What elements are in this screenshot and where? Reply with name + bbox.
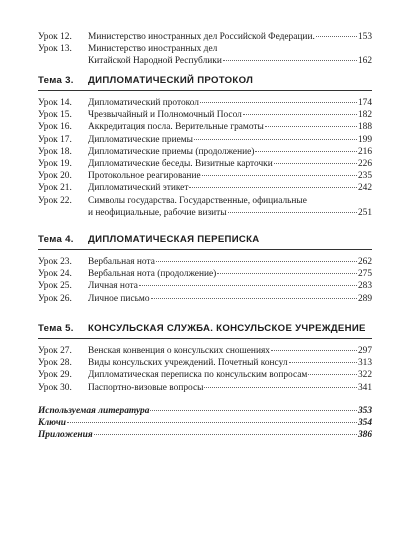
toc-entry	[38, 369, 372, 381]
page-number: 199	[357, 134, 372, 145]
lessons-theme-5	[38, 345, 372, 394]
lesson-title: Протокольное реагирование	[88, 171, 201, 182]
lesson-number: Урок 22.	[38, 195, 72, 206]
toc-entry	[38, 345, 372, 357]
lesson-number: Урок 20.	[38, 171, 72, 182]
back-matter-title: Приложения	[38, 430, 93, 441]
lesson-number: Урок 12.	[38, 32, 72, 42]
page-number: 386	[357, 430, 372, 441]
lesson-title: Дипломатические приемы	[88, 134, 193, 145]
page-number: 297	[357, 346, 372, 356]
theme-label: Тема 5.	[38, 323, 74, 334]
lesson-title: Чрезвычайный и Полномочный Посол	[88, 110, 242, 121]
lessons-top	[38, 31, 372, 68]
toc-entry	[38, 293, 372, 305]
toc-entry	[38, 158, 372, 170]
lesson-title: Вербальная нота (продолжение)	[88, 269, 217, 280]
toc-entry	[38, 109, 372, 121]
page-number: 174	[357, 98, 372, 108]
back-matter	[38, 405, 372, 442]
toc-entry	[38, 31, 372, 43]
page-number: 153	[357, 32, 372, 42]
theme-3-heading	[38, 75, 372, 86]
page-number: 275	[357, 269, 372, 280]
toc-entry	[38, 170, 372, 182]
theme-title: ДИПЛОМАТИЧЕСКИЙ ПРОТОКОЛ	[88, 75, 254, 86]
theme-title: ДИПЛОМАТИЧЕСКАЯ ПЕРЕПИСКА	[88, 234, 260, 245]
divider	[38, 249, 372, 250]
lesson-number: Урок 15.	[38, 110, 72, 121]
toc-entry	[38, 405, 372, 417]
lesson-title: Виды консульских учреждений. Почетный консул	[88, 358, 288, 369]
toc-entry	[38, 134, 372, 146]
page-number: 235	[357, 171, 372, 182]
toc-entry	[38, 357, 372, 369]
theme-4-heading	[38, 234, 372, 245]
lesson-title: Личная нота	[88, 281, 138, 292]
lesson-number: Урок 27.	[38, 346, 72, 356]
back-matter-title: Ключи	[38, 418, 67, 429]
lesson-number: Урок 21.	[38, 183, 72, 194]
page-number: 354	[357, 418, 372, 429]
page-number: 322	[357, 370, 372, 381]
lesson-title: Дипломатическая переписка по консульским вопросам	[88, 370, 308, 381]
lesson-number: Урок 29.	[38, 370, 72, 381]
lesson-title: Министерство иностранных дел	[88, 44, 218, 55]
lesson-number: Урок 19.	[38, 159, 72, 170]
page-number: 242	[357, 183, 372, 194]
theme-label: Тема 4.	[38, 234, 74, 245]
page-number: 226	[357, 159, 372, 170]
toc-entry	[38, 256, 372, 268]
page-number: 188	[357, 122, 372, 133]
lesson-number: Урок 24.	[38, 269, 72, 280]
page-number: 313	[357, 358, 372, 369]
toc-entry	[38, 417, 372, 429]
lesson-number: Урок 18.	[38, 146, 72, 157]
lesson-title: Личное письмо	[88, 293, 150, 304]
toc-entry	[38, 195, 372, 219]
divider	[38, 90, 372, 91]
lessons-theme-4	[38, 256, 372, 305]
divider	[38, 338, 372, 339]
page-number: 353	[357, 406, 372, 416]
toc-entry	[38, 182, 372, 194]
toc-entry	[38, 268, 372, 280]
page-number: 283	[357, 281, 372, 292]
lesson-title: Паспортно-визовые вопросы	[88, 382, 204, 393]
page-number: 216	[357, 146, 372, 157]
lesson-number: Урок 14.	[38, 98, 72, 108]
toc-entry	[38, 121, 372, 133]
toc-entry	[38, 280, 372, 292]
toc-entry	[38, 146, 372, 158]
lesson-title: Вербальная нота	[88, 257, 155, 267]
toc-entry	[38, 382, 372, 394]
lesson-title: Министерство иностранных дел Российской Федерации.	[88, 32, 315, 42]
lesson-number: Урок 28.	[38, 358, 72, 369]
theme-title: КОНСУЛЬСКАЯ СЛУЖБА. КОНСУЛЬСКОЕ УЧРЕЖДЕНИЕ	[88, 323, 366, 334]
lesson-title: Символы государства. Государственные, официальные	[88, 195, 307, 206]
page-number: 251	[357, 207, 372, 218]
toc-entry	[38, 97, 372, 109]
page-number: 341	[357, 382, 372, 393]
toc-entry	[38, 43, 372, 67]
lesson-title-line2: Китайской Народной Республики	[88, 56, 222, 67]
page-number: 262	[357, 257, 372, 267]
lesson-title: Дипломатические беседы. Визитные карточки	[88, 159, 273, 170]
lesson-number: Урок 16.	[38, 122, 72, 133]
page-number: 162	[357, 56, 372, 67]
page-number: 182	[357, 110, 372, 121]
page-number: 289	[357, 293, 372, 304]
lesson-number: Урок 26.	[38, 293, 72, 304]
theme-5-heading	[38, 323, 372, 334]
back-matter-title: Используемая литература	[38, 406, 150, 416]
lesson-title-line2: и неофициальные, рабочие визиты	[88, 207, 227, 218]
lessons-theme-3	[38, 97, 372, 219]
lesson-number: Урок 17.	[38, 134, 72, 145]
lesson-number: Урок 13.	[38, 44, 72, 55]
lesson-title: Аккредитация посла. Верительные грамоты	[88, 122, 264, 133]
lesson-title: Венская конвенция о консульских сношениях	[88, 346, 270, 356]
theme-label: Тема 3.	[38, 75, 74, 86]
lesson-number: Урок 30.	[38, 382, 72, 393]
lesson-title: Дипломатический этикет	[88, 183, 189, 194]
lesson-title: Дипломатический протокол	[88, 98, 199, 108]
lesson-number: Урок 25.	[38, 281, 72, 292]
lesson-number: Урок 23.	[38, 257, 72, 267]
lesson-title: Дипломатические приемы (продолжение)	[88, 146, 255, 157]
toc-entry	[38, 429, 372, 441]
